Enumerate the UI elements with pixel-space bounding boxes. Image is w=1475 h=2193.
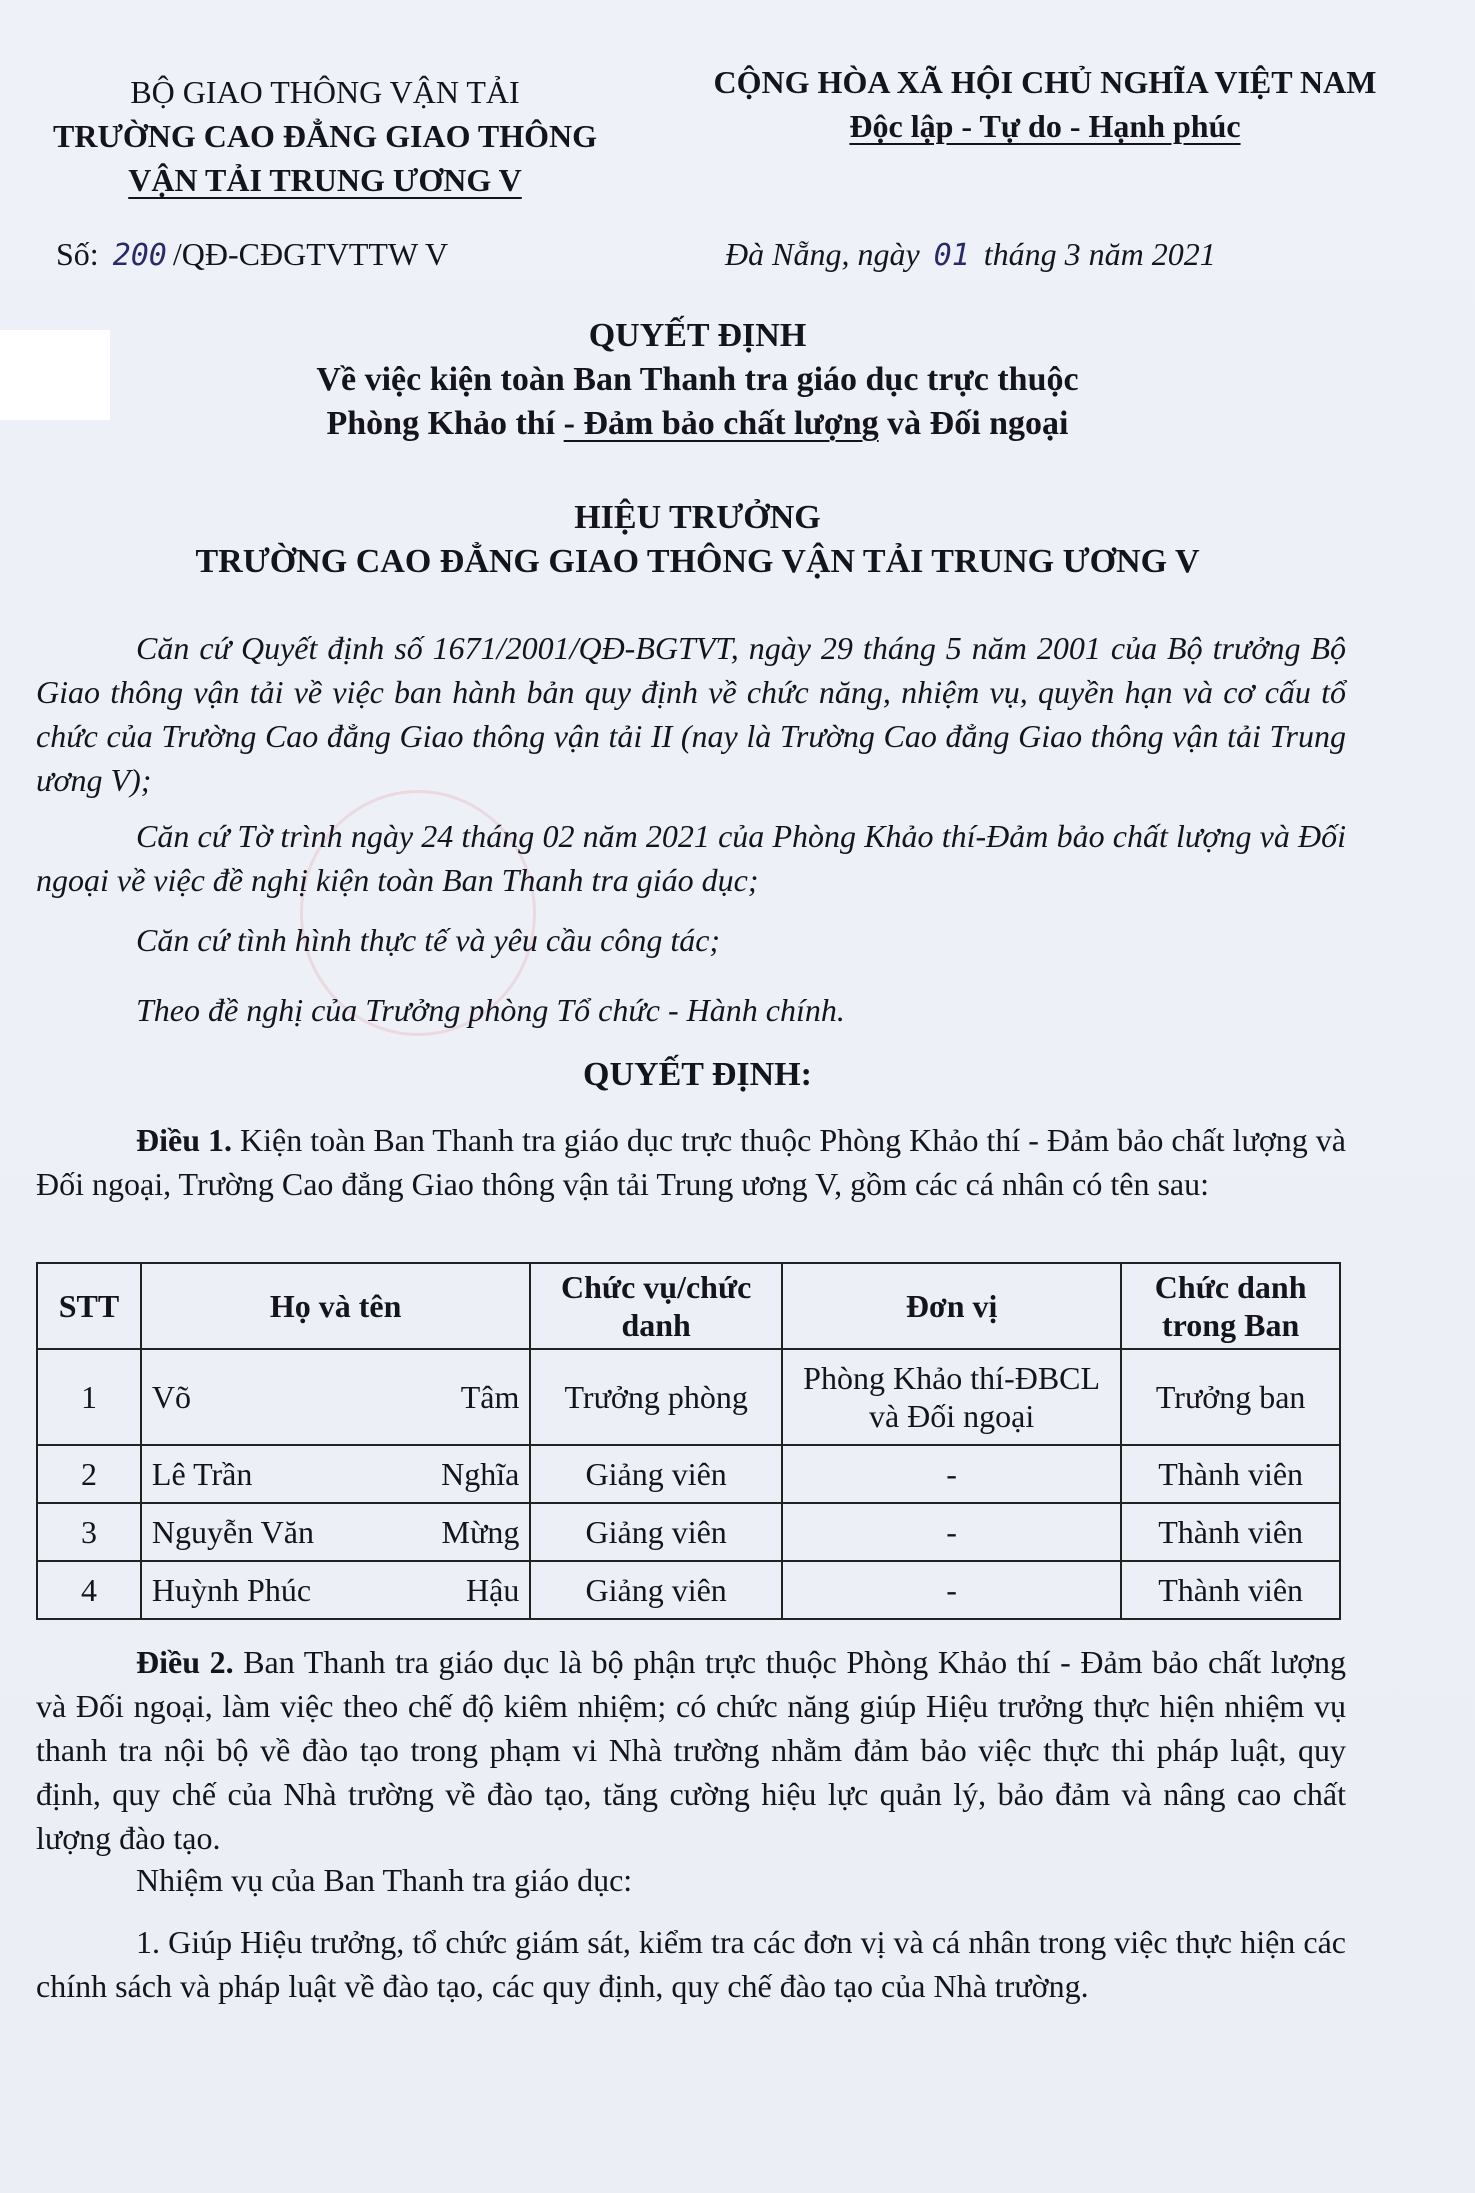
table-row <box>37 1349 1340 1445</box>
country-name: CỘNG HÒA XÃ HỘI CHỦ NGHĨA VIỆT NAM <box>713 64 1377 100</box>
basis-1: Căn cứ Quyết định số 1671/2001/QĐ-BGTVT, ngày 29 tháng 5 năm 2001 của Bộ trưởng Bộ Giao thông vận tải về việc ban hành bản quy định về chức năng, nhiệm vụ, quyền hạn và cơ cấu tổ chức của Trường Cao đẳng Giao thông vận tải II (nay là Trường Cao đẳng Giao thông vận tải Trung ương V); <box>36 630 1346 798</box>
national-motto <box>630 60 1460 148</box>
cell-unit: - <box>782 1503 1121 1561</box>
cell-role: Thành viên <box>1121 1503 1340 1561</box>
article-1-label: Điều 1. <box>136 1122 233 1158</box>
cell-position: Giảng viên <box>530 1503 782 1561</box>
header-unit: Đơn vị <box>782 1263 1121 1349</box>
header-name: Họ và tên <box>141 1263 530 1349</box>
name-last: Tâm <box>460 1379 520 1415</box>
title-heading: QUYẾT ĐỊNH <box>588 317 807 354</box>
school-name-line1: TRƯỜNG CAO ĐẲNG GIAO THÔNG <box>52 118 598 154</box>
duties-heading: Nhiệm vụ của Ban Thanh tra giáo dục: <box>136 1862 633 1898</box>
cell-name <box>141 1561 530 1619</box>
header-role: Chức danh trong Ban <box>1121 1263 1340 1349</box>
name-first: Lê Trần <box>151 1456 253 1492</box>
basis-3: Căn cứ tình hình thực tế và yêu cầu công tác; <box>136 922 721 958</box>
document-number <box>56 236 448 273</box>
cell-unit: Phòng Khảo thí-ĐBCL và Đối ngoại <box>782 1349 1121 1445</box>
issuing-agency <box>30 70 620 202</box>
article-1 <box>36 1118 1346 1206</box>
issuing-authority <box>0 496 1395 584</box>
date-after: tháng 3 năm 2021 <box>983 236 1216 272</box>
subject2-part-a: Phòng Khảo thí <box>326 405 564 442</box>
cell-stt: 1 <box>37 1349 141 1445</box>
cell-role: Thành viên <box>1121 1561 1340 1619</box>
subject2-part-c: và Đối ngoại <box>878 405 1069 442</box>
basis-2: Căn cứ Tờ trình ngày 24 tháng 02 năm 2021 của Phòng Khảo thí-Đảm bảo chất lượng và Đối ngoại về việc đề nghị kiện toàn Ban Thanh tra giáo dục; <box>36 818 1346 898</box>
decision-title <box>0 314 1395 446</box>
header-stt: STT <box>37 1263 141 1349</box>
title-subject-line1: Về việc kiện toàn Ban Thanh tra giáo dục trực thuộc <box>316 361 1079 398</box>
date-before: Đà Nẵng, ngày <box>725 236 920 272</box>
decision-heading: QUYẾT ĐỊNH: <box>583 1056 812 1093</box>
doc-number-handwritten: 200 <box>112 238 167 273</box>
members-table <box>36 1262 1341 1620</box>
motto-text: Độc lập - Tự do - Hạnh phúc <box>849 108 1241 144</box>
doc-number-suffix: /QĐ-CĐGTVTTW V <box>172 236 449 272</box>
name-first: Huỳnh Phúc <box>151 1572 312 1608</box>
basis-4: Theo đề nghị của Trưởng phòng Tổ chức - Hành chính. <box>136 992 845 1028</box>
school-name-line2-text: VẬN TẢI TRUNG ƯƠNG V <box>128 162 522 198</box>
cell-name <box>141 1503 530 1561</box>
motto-line <box>630 104 1460 148</box>
cell-unit: - <box>782 1445 1121 1503</box>
name-last: Mừng <box>441 1514 520 1550</box>
table-row <box>37 1503 1340 1561</box>
cell-position: Giảng viên <box>530 1561 782 1619</box>
name-last: Nghĩa <box>441 1456 520 1492</box>
name-last: Hậu <box>466 1572 520 1608</box>
cell-role: Thành viên <box>1121 1445 1340 1503</box>
table-header-row <box>37 1263 1340 1349</box>
title-subject-line2 <box>0 402 1395 446</box>
article-2-label: Điều 2. <box>136 1644 234 1680</box>
cell-name <box>141 1445 530 1503</box>
doc-number-prefix: Số: <box>56 236 99 272</box>
table-row <box>37 1561 1340 1619</box>
table-row <box>37 1445 1340 1503</box>
name-first: Võ <box>151 1379 192 1415</box>
cell-stt: 4 <box>37 1561 141 1619</box>
subject2-part-b: - Đảm bảo chất lượng <box>563 405 879 442</box>
cell-stt: 2 <box>37 1445 141 1503</box>
ministry-name: BỘ GIAO THÔNG VẬN TẢI <box>130 74 520 110</box>
date-day-handwritten: 01 <box>933 238 970 273</box>
cell-name <box>141 1349 530 1445</box>
article-2-text: Ban Thanh tra giáo dục là bộ phận trực thuộc Phòng Khảo thí - Đảm bảo chất lượng và Đối ngoại, làm việc theo chế độ kiêm nhiệm; có chức năng giúp Hiệu trưởng thực hiện nhiệm vụ thanh tra nội bộ về đào tạo trong phạm vi Nhà trường nhằm đảm bảo việc thực thi pháp luật, quy định, quy chế của Nhà trường về đào tạo, tăng cường hiệu lực quản lý, bảo đảm và nâng cao chất lượng đào tạo. <box>36 1644 1347 1856</box>
cell-position: Giảng viên <box>530 1445 782 1503</box>
header-position: Chức vụ/chức danh <box>530 1263 782 1349</box>
authority-line2: TRƯỜNG CAO ĐẲNG GIAO THÔNG VẬN TẢI TRUNG ƯƠNG V <box>195 543 1200 580</box>
authority-line1: HIỆU TRƯỞNG <box>574 499 821 536</box>
cell-role: Trưởng ban <box>1121 1349 1340 1445</box>
name-first: Nguyễn Văn <box>151 1514 314 1550</box>
duty-1: 1. Giúp Hiệu trưởng, tổ chức giám sát, kiểm tra các đơn vị và cá nhân trong việc thực hiện các chính sách và pháp luật về đào tạo, các quy định, quy chế đào tạo của Nhà trường. <box>36 1924 1346 2004</box>
article-2 <box>36 1640 1346 1860</box>
cell-stt: 3 <box>37 1503 141 1561</box>
article-1-text: Kiện toàn Ban Thanh tra giáo dục trực thuộc Phòng Khảo thí - Đảm bảo chất lượng và Đối ngoại, Trường Cao đẳng Giao thông vận tải Trung ương V, gồm các cá nhân có tên sau: <box>36 1122 1347 1202</box>
issue-date <box>725 236 1216 273</box>
cell-unit: - <box>782 1561 1121 1619</box>
school-name-line2 <box>30 158 620 202</box>
cell-position: Trưởng phòng <box>530 1349 782 1445</box>
